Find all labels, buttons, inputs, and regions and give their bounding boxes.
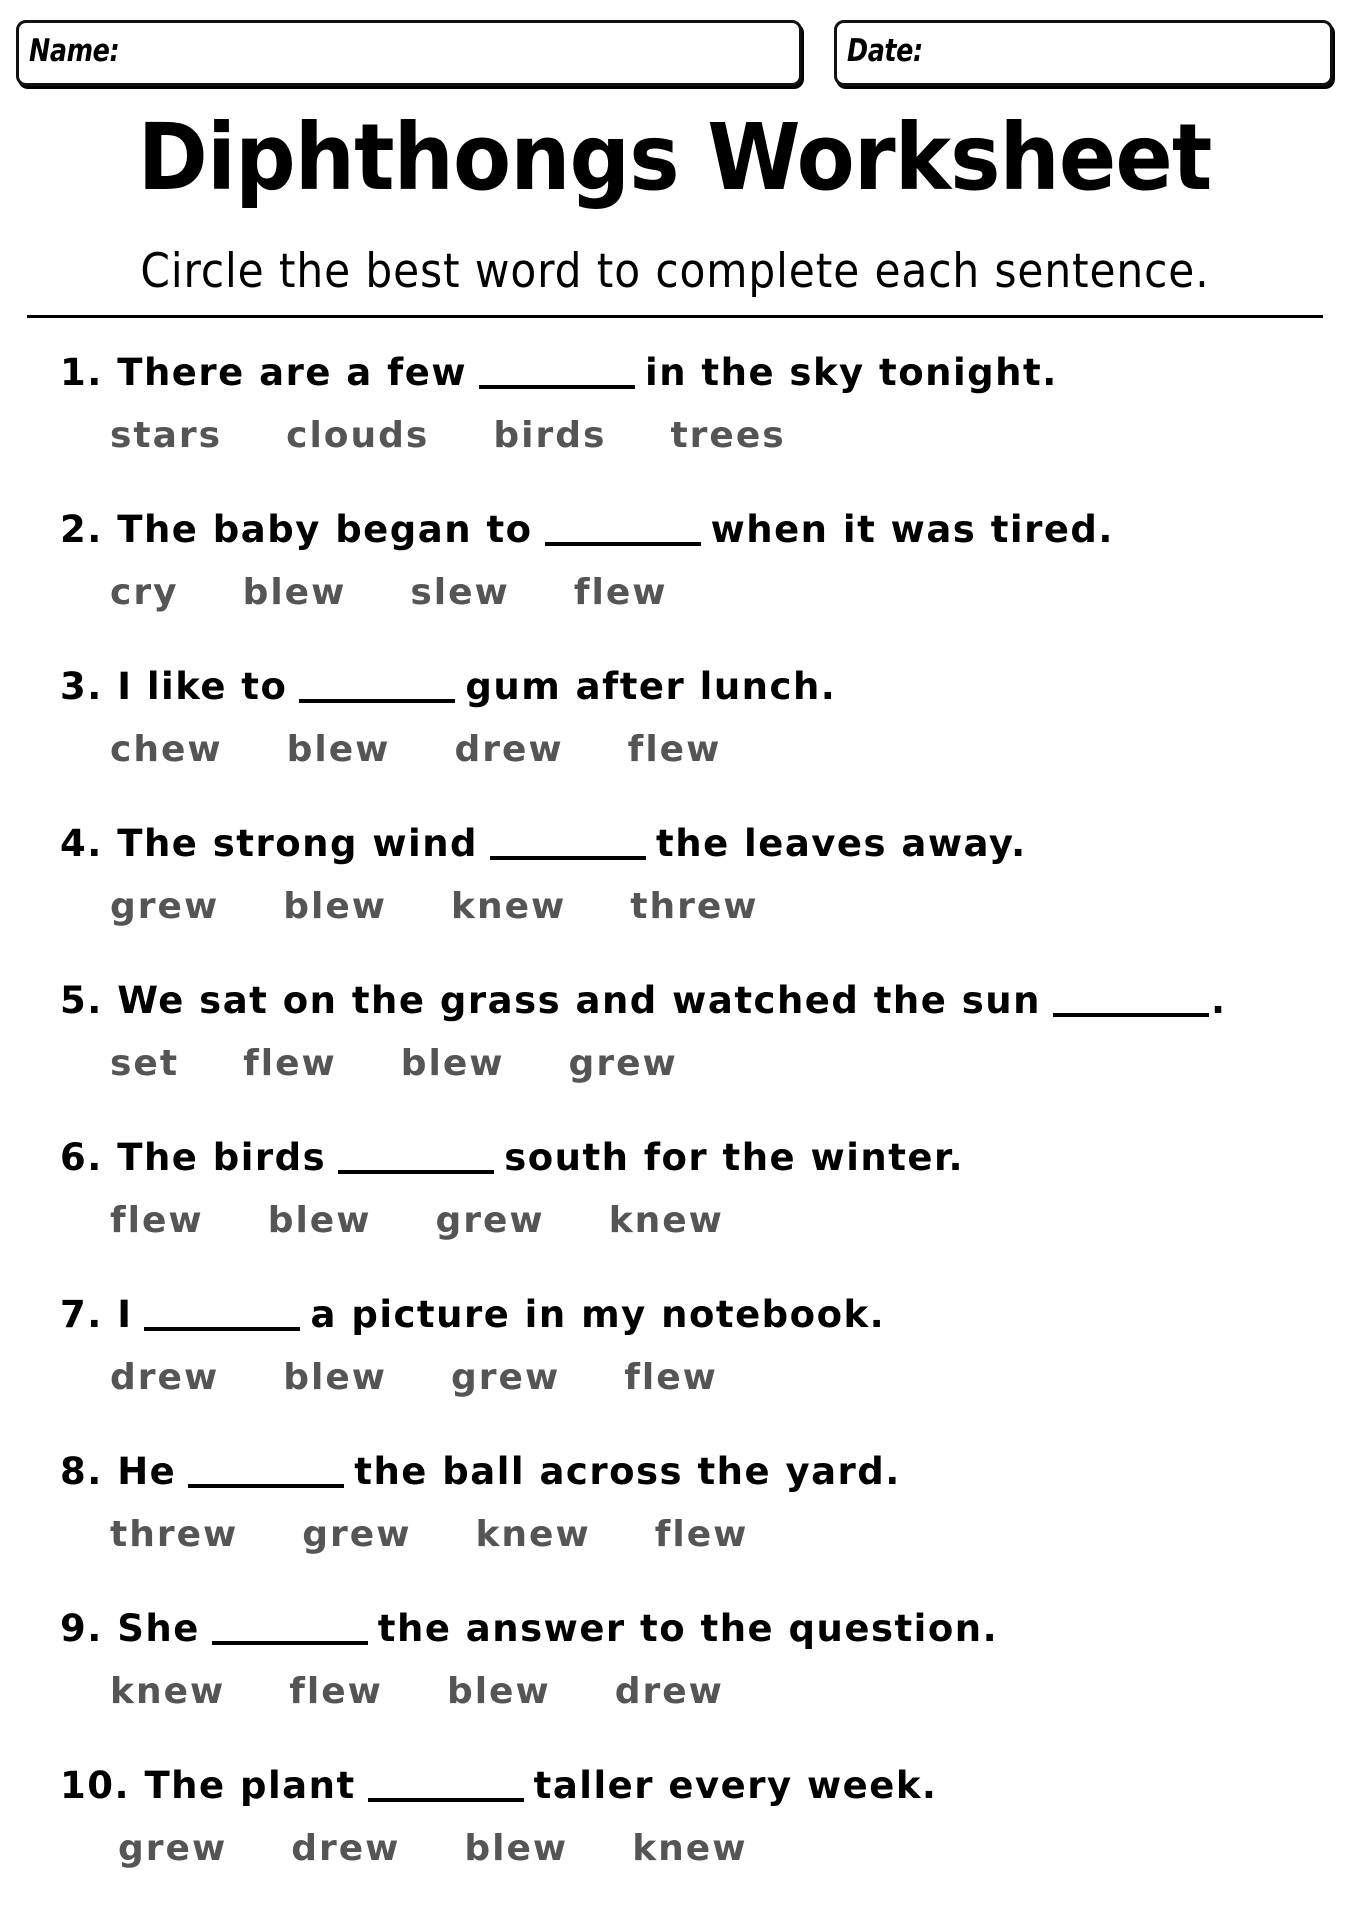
question-sentence [60,1292,1320,1338]
option-word[interactable]: cry [110,572,179,613]
option-word[interactable]: blew [464,1828,569,1869]
question-sentence [60,978,1320,1024]
question-text-after: the leaves away. [656,822,1027,865]
question-8 [60,1449,1320,1557]
answer-options [60,885,1320,929]
instructions [0,240,1350,304]
answer-blank [368,1798,524,1802]
option-word[interactable]: threw [630,886,759,927]
question-3 [60,664,1320,772]
question-sentence [60,1449,1320,1495]
option-word[interactable]: drew [110,1357,220,1398]
page-title-text: Diphthongs Worksheet [138,104,1212,211]
question-sentence [60,350,1320,396]
question-number: 8. He [60,1450,177,1493]
question-number: 6. The birds [60,1136,327,1179]
question-2 [60,507,1320,615]
answer-options [60,414,1320,458]
option-word[interactable]: blew [242,572,347,613]
question-number: 1. There are a few [60,351,468,394]
answer-blank [1053,1013,1209,1017]
question-number: 10. The plant [60,1764,356,1807]
option-word[interactable]: knew [632,1828,748,1869]
question-text-after: taller every week. [533,1764,938,1807]
question-sentence [60,507,1320,553]
question-text-after: a picture in my notebook. [310,1293,886,1336]
answer-options [60,1042,1320,1086]
option-word[interactable]: grew [451,1357,561,1398]
question-text-after: in the sky tonight. [645,351,1058,394]
question-sentence [60,821,1320,867]
question-number: 3. I like to [60,665,288,708]
option-word[interactable]: grew [568,1043,678,1084]
option-word[interactable]: flew [654,1514,749,1555]
answer-options [60,1356,1320,1400]
question-5 [60,978,1320,1086]
option-word[interactable]: drew [614,1671,724,1712]
question-number: 5. We sat on the grass and watched the sun [60,979,1041,1022]
option-word[interactable]: blew [286,729,391,770]
option-word[interactable]: set [110,1043,180,1084]
page-title [0,103,1350,213]
option-word[interactable]: flew [627,729,722,770]
question-text-after: south for the winter. [504,1136,965,1179]
option-word[interactable]: drew [454,729,564,770]
answer-blank [338,1170,494,1174]
option-word[interactable]: grew [302,1514,412,1555]
option-word[interactable]: flew [243,1043,337,1084]
option-word[interactable]: knew [475,1514,591,1555]
option-word[interactable]: drew [291,1828,401,1869]
question-sentence [60,664,1320,710]
answer-blank [479,385,635,389]
option-word[interactable]: clouds [286,415,430,456]
answer-blank [299,699,455,703]
question-number: 7. I [60,1293,133,1336]
answer-options [60,728,1320,772]
option-word[interactable]: slew [410,572,510,613]
answer-blank [144,1327,300,1331]
option-word[interactable]: blew [400,1043,505,1084]
option-word[interactable]: flew [289,1671,383,1712]
option-word[interactable]: stars [110,415,223,456]
answer-options [60,1827,1320,1871]
question-text-after: the answer to the question. [377,1607,999,1650]
answer-blank [212,1641,368,1645]
option-word[interactable]: trees [670,415,786,456]
option-word[interactable]: blew [283,1357,387,1398]
option-word[interactable]: knew [451,886,567,927]
option-word[interactable]: grew [435,1200,545,1241]
option-word[interactable]: blew [267,1200,372,1241]
option-word[interactable]: grew [118,1828,228,1869]
question-number: 9. She [60,1607,200,1650]
question-sentence [60,1763,1320,1809]
option-word[interactable]: threw [110,1514,239,1555]
divider [27,315,1323,318]
question-9 [60,1606,1320,1714]
question-text-after: the ball across the yard. [354,1450,901,1493]
answer-blank [490,856,646,860]
question-text-after: gum after lunch. [465,665,837,708]
answer-blank [545,542,701,546]
answer-options [60,1513,1320,1557]
question-6 [60,1135,1320,1243]
question-4 [60,821,1320,929]
date-label: Date: [847,33,923,69]
option-word[interactable]: flew [110,1200,204,1241]
question-sentence [60,1135,1320,1181]
question-sentence [60,1606,1320,1652]
option-word[interactable]: birds [493,415,607,456]
question-10 [60,1763,1320,1871]
question-7 [60,1292,1320,1400]
option-word[interactable]: blew [283,886,387,927]
option-word[interactable]: chew [110,729,223,770]
option-word[interactable]: flew [624,1357,718,1398]
answer-options [60,1199,1320,1243]
option-word[interactable]: knew [608,1200,724,1241]
answer-options [60,571,1320,615]
answer-blank [188,1484,344,1488]
question-number: 4. The strong wind [60,822,479,865]
option-word[interactable]: grew [110,886,220,927]
question-1 [60,350,1320,458]
instructions-text: Circle the best word to complete each sentence. [140,244,1210,299]
name-field[interactable] [16,20,802,86]
answer-options [60,1670,1320,1714]
question-text-after: . [1210,979,1227,1022]
name-label: Name: [29,33,120,69]
question-number: 2. The baby began to [60,508,533,551]
option-word[interactable]: blew [446,1671,551,1712]
option-word[interactable]: knew [110,1671,226,1712]
date-field[interactable] [834,20,1333,86]
question-text-after: when it was tired. [710,508,1114,551]
option-word[interactable]: flew [573,572,668,613]
